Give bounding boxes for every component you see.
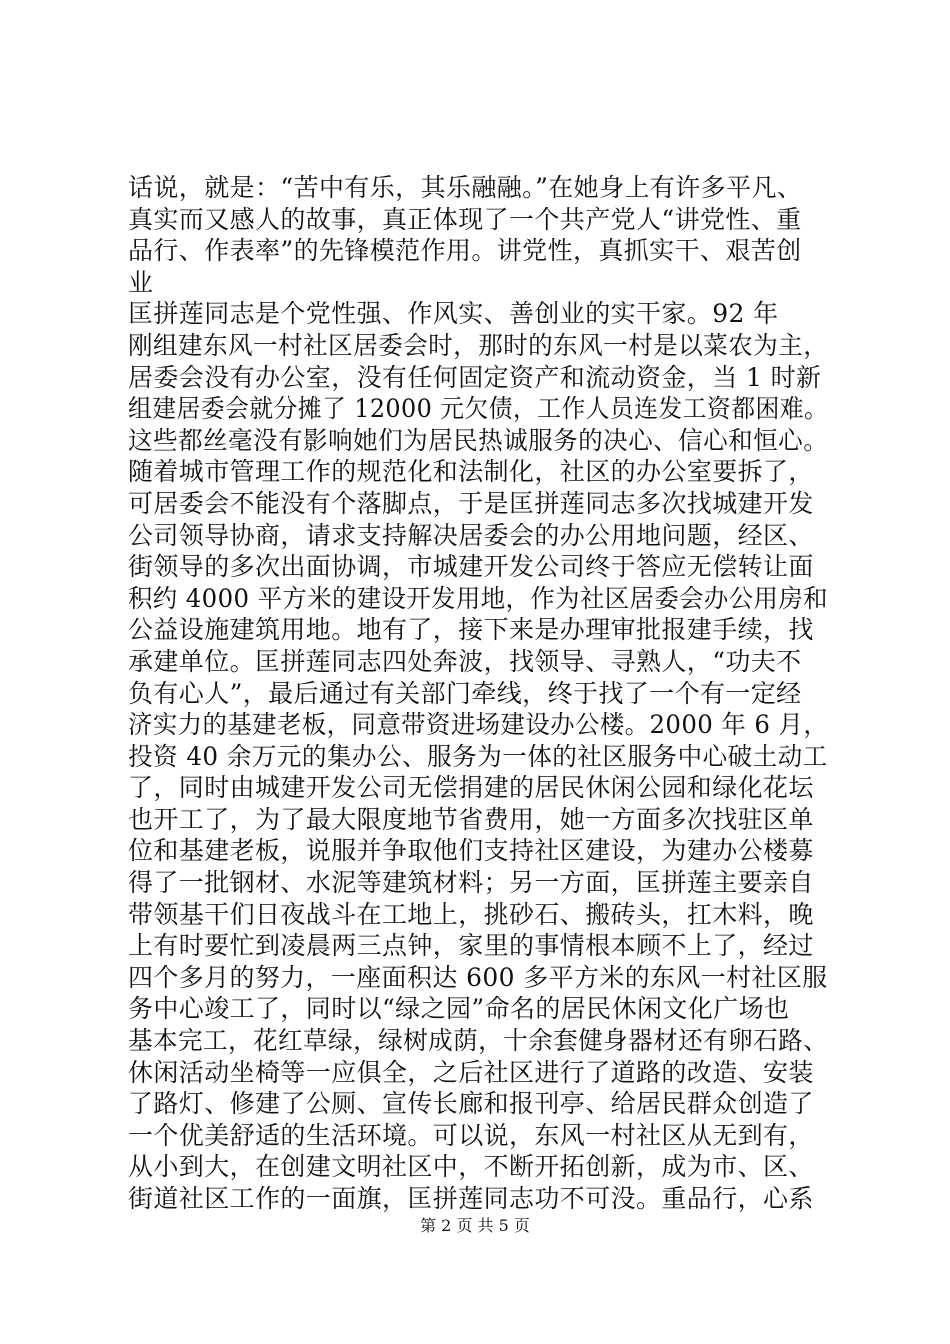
text-line: 负有心人”，最后通过有关部门牵线，终于找了一个有一定经 [128,678,802,708]
text-line: 从小到大，在创建文明社区中，不断开拓创新，成为市、区、 [128,1152,814,1182]
text-line: 位和基建老板，说服并争取他们支持社区建设，为建办公楼募 [128,836,814,866]
text-line: 组建居委会就分摊了 12000 元欠债，工作人员连发工资都困难。 [128,394,829,424]
body-text [128,172,828,1215]
text-line: 街道社区工作的一面旗，匡拼莲同志功不可没。重品行，心系 [128,1184,814,1213]
text-line: 可居委会不能没有个落脚点，于是匡拼莲同志多次找城建开发 [128,488,814,518]
text-line: 带领基干们日夜战斗在工地上，挑砂石、搬砖头，扛木料，晚 [128,899,814,929]
text-line: 公益设施建筑用地。地有了，接下来是办理审批报建手续，找 [128,615,814,645]
text-line: 街领导的多次出面协调，市城建开发公司终于答应无偿转让面 [128,552,814,582]
text-line: 了路灯、修建了公厕、宣传长廊和报刊亭、给居民群众创造了 [128,1089,814,1119]
text-line: 务中心竣工了，同时以“绿之园”命名的居民休闲文化广场也 [128,994,790,1024]
text-line: 刚组建东风一村社区居委会时，那时的东风一村是以菜农为主， [128,330,829,360]
text-line: 话说，就是：“苦中有乐，其乐融融。”在她身上有许多平凡、 [128,173,803,202]
text-line: 一个优美舒适的生活环境。可以说，东风一村社区从无到有， [128,1120,814,1150]
text-line: 上有时要忙到凌晨两三点钟，家里的事情根本顾不上了，经过 [128,931,814,961]
text-line: 居委会没有办公室，没有任何固定资产和流动资金，当 1 时新 [128,362,822,392]
text-line: 也开工了，为了最大限度地节省费用，她一方面多次找驻区单 [128,804,814,834]
text-line: 随着城市管理工作的规范化和法制化，社区的办公室要拆了， [128,457,814,487]
text-line: 承建单位。匡拼莲同志四处奔波，找领导、寻熟人，“功夫不 [128,646,802,676]
text-line: 公司领导协商，请求支持解决居委会的办公用地问题，经区、 [128,520,814,550]
text-line: 了，同时由城建开发公司无偿捐建的居民休闲公园和绿化花坛 [128,773,814,803]
page-footer: 第 2 页 共 5 页 [420,1216,530,1235]
text-line: 济实力的基建老板，同意带资进场建设办公楼。2000 年 6 月， [128,710,829,740]
text-line: 得了一批钢材、水泥等建筑材料；另一方面，匡拼莲主要亲自 [128,868,814,898]
text-line: 真实而又感人的故事，真正体现了一个共产党人“讲党性、重 [128,204,802,234]
text-line: 匡拼莲同志是个党性强、作风实、善创业的实干家。92 年 [128,299,779,329]
text-line: 投资 40 余万元的集办公、服务为一体的社区服务中心破土动工 [128,741,828,771]
text-line: 品行、作表率”的先锋模范作用。讲党性，真抓实干、艰苦创 [128,236,802,266]
text-line: 基本完工，花红草绿，绿树成荫，十余套健身器材还有卵石路、 [128,1026,829,1056]
text-line: 四个多月的努力，一座面积达 600 多平方米的东风一村社区服 [128,962,828,992]
text-line: 休闲活动坐椅等一应俱全，之后社区进行了道路的改造、安装 [128,1057,814,1087]
text-line: 这些都丝毫没有影响她们为居民热诚服务的决心、信心和恒心。 [128,425,829,455]
text-line: 积约 4000 平方米的建设开发用地，作为社区居委会办公用房和 [128,583,828,613]
text-line: 业 [128,267,154,297]
